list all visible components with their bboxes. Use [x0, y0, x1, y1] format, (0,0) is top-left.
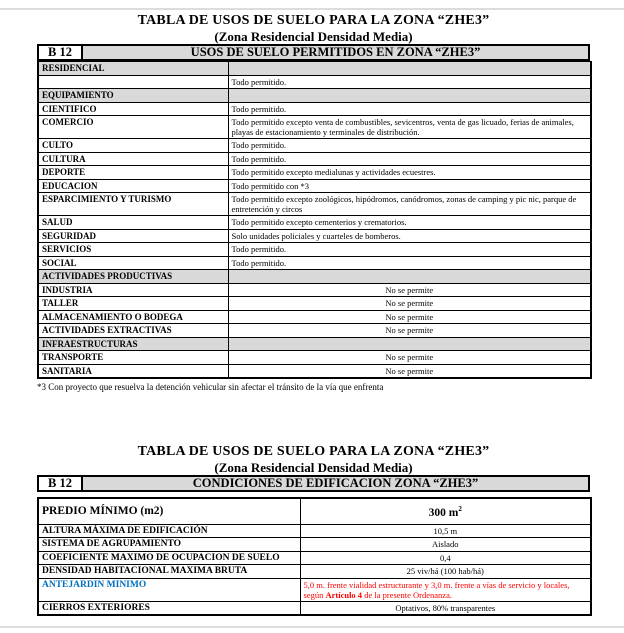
table-row: [38, 152, 591, 166]
condition-value: 10,5 m: [300, 524, 591, 538]
use-rule: No se permite: [228, 351, 591, 365]
table-row: [38, 364, 591, 378]
table-row: [38, 601, 591, 615]
table-row: [38, 565, 591, 579]
section-label: RESIDENCIAL: [38, 62, 228, 76]
section-value: [228, 270, 591, 284]
table-row: [38, 538, 591, 552]
condition-value: Aislado: [300, 538, 591, 552]
condition-label: SISTEMA DE AGRUPAMIENTO: [38, 538, 300, 552]
use-label: CULTURA: [38, 152, 228, 166]
use-label: INDUSTRIA: [38, 283, 228, 297]
table2-title: TABLA DE USOS DE SUELO PARA LA ZONA “ZHE3”: [137, 444, 490, 459]
table-row: [38, 193, 591, 216]
zone-code-cell: B 12: [38, 476, 82, 491]
table2-header-title: CONDICIONES DE EDIFICACION ZONA “ZHE3”: [82, 476, 589, 491]
table-row: [38, 524, 591, 538]
condition-value: Optativos, 80% transparentes: [300, 601, 591, 615]
table1-header: [37, 44, 590, 61]
superscript: 2: [458, 505, 462, 513]
use-rule: Todo permitido excepto medialunas y actividades ecuestres.: [228, 166, 591, 180]
use-rule: No se permite: [228, 283, 591, 297]
use-rule: Todo permitido.: [228, 102, 591, 116]
use-label: ACTIVIDADES EXTRACTIVAS: [38, 324, 228, 338]
use-label: SALUD: [38, 216, 228, 230]
bottom-divider: [0, 626, 624, 628]
use-label: TRANSPORTE: [38, 351, 228, 365]
use-rule: No se permite: [228, 310, 591, 324]
condition-value: 300 $m^2$: [300, 498, 591, 524]
condition-label: CIERROS EXTERIORES: [38, 601, 300, 615]
table-row: [38, 179, 591, 193]
table-row: [38, 283, 591, 297]
table-row: [38, 578, 591, 601]
use-label: DEPORTE: [38, 166, 228, 180]
condition-label: COEFICIENTE MAXIMO DE OCUPACION DE SUELO: [38, 551, 300, 565]
table-row: [38, 62, 591, 76]
use-rule: Todo permitido excepto zoológicos, hipódromos, canódromos, zonas de camping y pic nic, parque de entretención y circos: [228, 193, 591, 216]
table1-body: [37, 61, 592, 379]
condition-value: 0,4: [300, 551, 591, 565]
use-rule: Todo permitido excepto cementerios y crematorios.: [228, 216, 591, 230]
condition-label: DENSIDAD HABITACIONAL MAXIMA BRUTA: [38, 565, 300, 579]
condition-label: PREDIO MÍNIMO (m2): [38, 498, 300, 524]
table-row: [38, 166, 591, 180]
top-divider: [0, 8, 624, 10]
section-value: [228, 62, 591, 76]
use-rule: Todo permitido.: [228, 243, 591, 257]
table2-subtitle: (Zona Residencial Densidad Media): [214, 460, 413, 475]
table-row: [38, 297, 591, 311]
use-label: TALLER: [38, 297, 228, 311]
use-label: SERVICIOS: [38, 243, 228, 257]
use-rule: Todo permitido.: [228, 139, 591, 153]
table1-subtitle: (Zona Residencial Densidad Media): [214, 29, 413, 44]
document-content: [37, 13, 590, 616]
table-row: [38, 310, 591, 324]
use-label: ESPARCIMIENTO Y TURISMO: [38, 193, 228, 216]
section-value: [228, 337, 591, 351]
table1-header-title: USOS DE SUELO PERMITIDOS EN ZONA “ZHE3”: [82, 45, 589, 60]
table-row: [38, 229, 591, 243]
condition-value: 25 viv/há (100 hab/há): [300, 565, 591, 579]
zone-code-cell: B 12: [38, 45, 82, 60]
use-label: CULTO: [38, 139, 228, 153]
spacer: [37, 393, 590, 444]
condition-value-antejardin: 5,0 m. frente vialidad estructurante y 3,0 m. frente a vías de servicio y locales, según Artículo 4 de la presente Ordenanza.: [300, 578, 591, 601]
use-label: SOCIAL: [38, 256, 228, 270]
section-label: INFRAESTRUCTURAS: [38, 337, 228, 351]
use-rule: No se permite: [228, 324, 591, 338]
use-rule: Todo permitido con *3: [228, 179, 591, 193]
section-label: ACTIVIDADES PRODUCTIVAS: [38, 270, 228, 284]
table-row: [38, 324, 591, 338]
condition-label-antejardin: ANTEJARDIN MINIMO: [38, 578, 300, 601]
table-row: [38, 139, 591, 153]
table-row: [38, 102, 591, 116]
table-row: [38, 243, 591, 257]
use-label: SEGURIDAD: [38, 229, 228, 243]
table-row: [38, 256, 591, 270]
table1-title: TABLA DE USOS DE SUELO PARA LA ZONA “ZHE3”: [137, 13, 490, 28]
use-label: CIENTIFICO: [38, 102, 228, 116]
use-label: COMERCIO: [38, 116, 228, 139]
table-row: [38, 498, 591, 524]
table-row: [38, 75, 591, 89]
use-rule: Todo permitido.: [228, 256, 591, 270]
use-rule: Todo permitido.: [228, 152, 591, 166]
table2-header: [37, 475, 590, 492]
use-label: ALMACENAMIENTO O BODEGA: [38, 310, 228, 324]
use-label: EDUCACION: [38, 179, 228, 193]
table2-body: [37, 497, 592, 616]
table-row: [38, 89, 591, 103]
table-row: [38, 551, 591, 565]
use-label: [38, 75, 228, 89]
condition-label: ALTURA MÁXIMA DE EDIFICACIÓN: [38, 524, 300, 538]
table1-footnote: *3 Con proyecto que resuelva la detención vehicular sin afectar el tránsito de la vía que enfrenta: [37, 382, 384, 392]
section-value: [228, 89, 591, 103]
use-rule: Solo unidades policiales y cuarteles de bomberos.: [228, 229, 591, 243]
table-row: [38, 45, 589, 60]
section-label: EQUIPAMIENTO: [38, 89, 228, 103]
table-row: [38, 476, 589, 491]
table-row: [38, 270, 591, 284]
use-rule: Todo permitido.: [228, 75, 591, 89]
table-row: [38, 351, 591, 365]
use-rule: No se permite: [228, 364, 591, 378]
use-label: SANITARIA: [38, 364, 228, 378]
table-row: [38, 216, 591, 230]
use-rule: Todo permitido excepto venta de combustibles, sevicentros, venta de gas licuado, ferias de animales, playas de estacionamiento y terminales de distribución.: [228, 116, 591, 139]
table-row: [38, 116, 591, 139]
table-row: [38, 337, 591, 351]
use-rule: No se permite: [228, 297, 591, 311]
